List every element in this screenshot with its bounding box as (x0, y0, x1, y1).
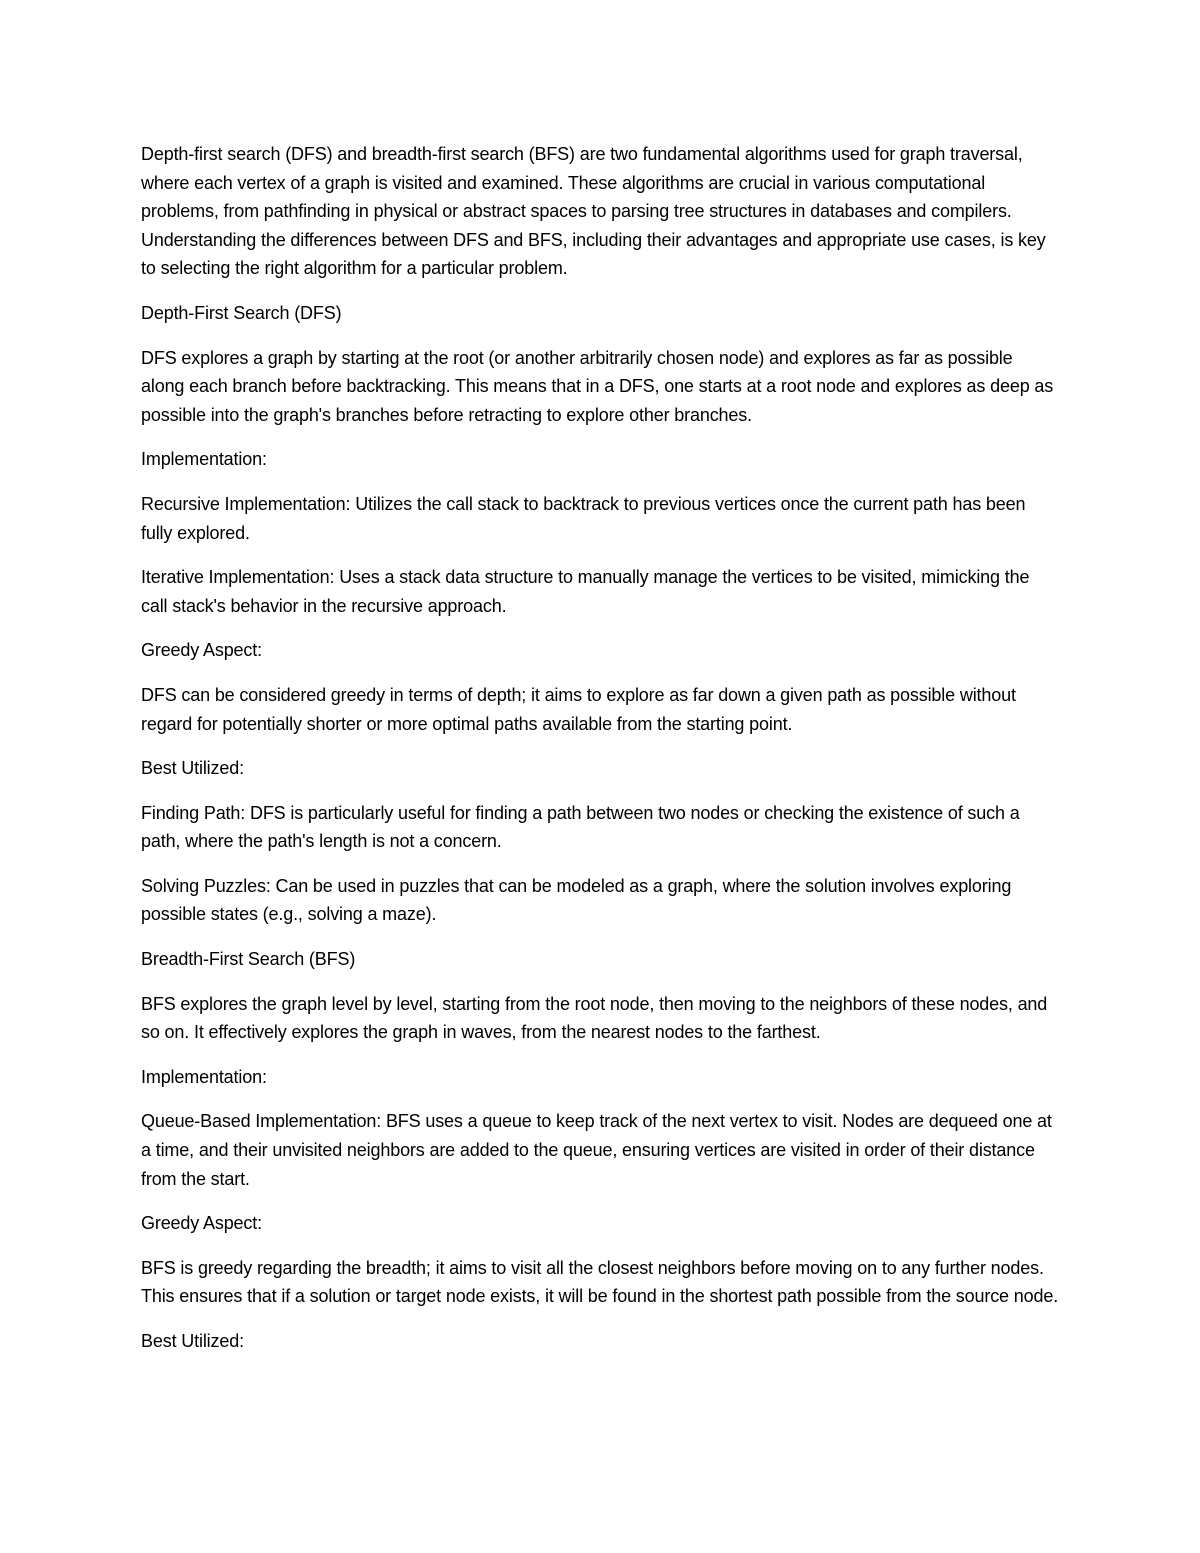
bfs-queue-paragraph: Queue-Based Implementation: BFS uses a queue to keep track of the next vertex to visit. Nodes are dequeed one at a time, and their unvisited neighbors are added to the queue, ensuring vertices are visited in order of their distance from the start. (141, 1111, 1052, 1189)
dfs-recursive-paragraph: Recursive Implementation: Utilizes the call stack to backtrack to previous vertices once the current path has been fully explored. (141, 493, 1026, 543)
intro-paragraph: Depth-first search (DFS) and breadth-first search (BFS) are two fundamental algorithms used for graph traversal, where each vertex of a graph is visited and examined. These algorithms are crucial in various computational problems, from pathfinding in physical or abstract spaces to parsing tree structures in databases and compilers. Understanding the differences between DFS and BFS, including their advantages and appropriate use cases, is key to selecting the right algorithm for a particular problem. (141, 144, 1046, 279)
dfs-description-paragraph: DFS explores a graph by starting at the root (or another arbitrarily chosen node) and explores as far as possible along each branch before backtracking. This means that in a DFS, one starts at a root node and explores as deep as possible into the graph's branches before retracting to explore other branches. (141, 347, 1054, 425)
bfs-best-utilized-heading: Best Utilized: (141, 1331, 244, 1351)
dfs-greedy-paragraph: DFS can be considered greedy in terms of depth; it aims to explore as far down a given path as possible without regard for potentially shorter or more optimal paths available from the starting point. (141, 684, 1016, 734)
section-heading-dfs: Depth-First Search (DFS) (141, 302, 342, 323)
dfs-solving-puzzles-paragraph: Solving Puzzles: Can be used in puzzles that can be modeled as a graph, where the solution involves exploring possible states (e.g., solving a maze). (141, 875, 1012, 925)
dfs-best-utilized-heading: Best Utilized: (141, 758, 244, 779)
dfs-implementation-heading: Implementation: (141, 449, 267, 470)
bfs-greedy-paragraph: BFS is greedy regarding the breadth; it aims to visit all the closest neighbors before moving on to any further nodes. This ensures that if a solution or target node exists, it will be found in the shortest path possible from the source node. (141, 1257, 1059, 1307)
dfs-greedy-heading: Greedy Aspect: (141, 640, 262, 661)
dfs-finding-path-paragraph: Finding Path: DFS is particularly useful for finding a path between two nodes or checking the existence of such a path, where the path's length is not a concern. (141, 802, 1020, 852)
bfs-description-paragraph: BFS explores the graph level by level, starting from the root node, then moving to the neighbors of these nodes, and so on. It effectively explores the graph in waves, from the nearest nodes to the farthest. (141, 993, 1048, 1043)
section-heading-bfs: Breadth-First Search (BFS) (141, 949, 356, 970)
bfs-implementation-heading: Implementation: (141, 1066, 267, 1087)
bfs-greedy-heading: Greedy Aspect: (141, 1213, 262, 1234)
dfs-iterative-paragraph: Iterative Implementation: Uses a stack data structure to manually manage the vertices to be visited, mimicking the call stack's behavior in the recursive approach. (141, 567, 1030, 616)
